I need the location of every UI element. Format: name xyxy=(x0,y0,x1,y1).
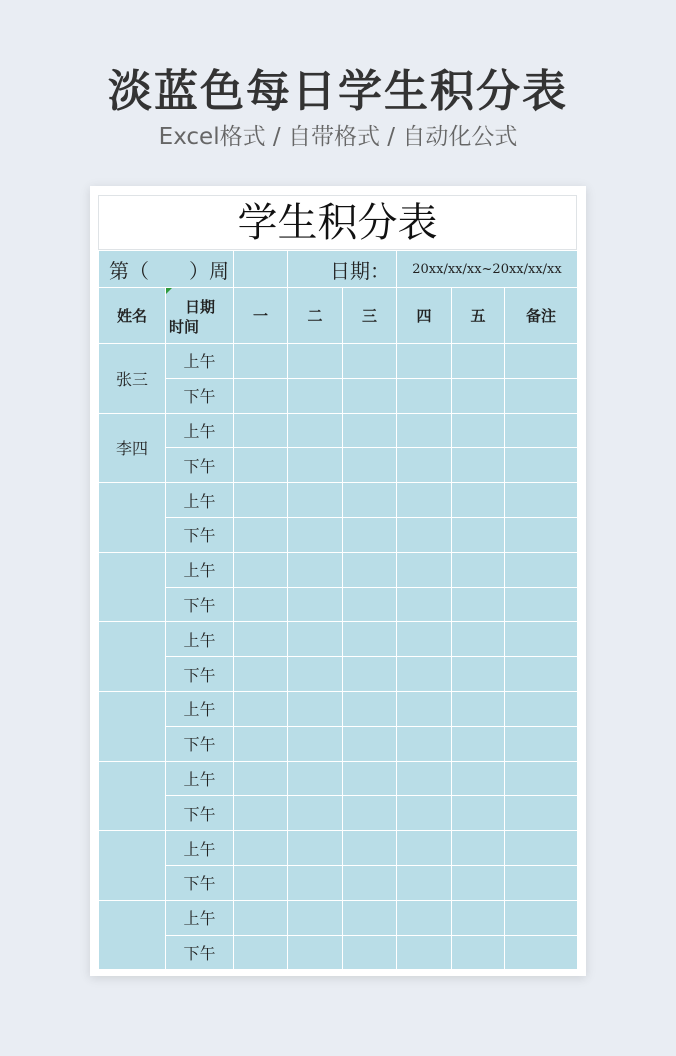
student-name-cell[interactable] xyxy=(99,483,166,553)
student-name-cell[interactable] xyxy=(99,691,166,761)
period-cell: 上午 xyxy=(166,413,234,448)
score-cell[interactable] xyxy=(452,761,505,796)
table-row xyxy=(99,448,578,483)
score-cell[interactable] xyxy=(397,831,452,866)
score-cell[interactable] xyxy=(288,935,343,970)
remark-cell[interactable] xyxy=(505,761,578,796)
remark-cell[interactable] xyxy=(505,657,578,692)
student-name-cell[interactable] xyxy=(99,831,166,901)
score-cell[interactable] xyxy=(397,900,452,935)
table-row xyxy=(99,726,578,761)
score-cell[interactable] xyxy=(234,448,288,483)
score-cell[interactable] xyxy=(397,622,452,657)
header-date-label: 日期 xyxy=(184,298,215,316)
score-cell[interactable] xyxy=(397,761,452,796)
score-cell[interactable] xyxy=(343,831,397,866)
table-row xyxy=(99,413,578,448)
score-cell[interactable] xyxy=(343,935,397,970)
score-cell[interactable] xyxy=(234,900,288,935)
score-cell[interactable] xyxy=(397,413,452,448)
score-cell[interactable] xyxy=(452,865,505,900)
week-number-cell[interactable]: 第（ ）周 xyxy=(99,251,234,288)
score-cell[interactable] xyxy=(343,378,397,413)
score-cell[interactable] xyxy=(234,726,288,761)
score-cell[interactable] xyxy=(343,587,397,622)
score-cell[interactable] xyxy=(288,691,343,726)
cell-comment-marker xyxy=(166,288,172,294)
score-cell[interactable] xyxy=(397,552,452,587)
score-cell[interactable] xyxy=(452,657,505,692)
student-name-cell[interactable] xyxy=(99,900,166,970)
period-cell: 下午 xyxy=(166,517,234,552)
info-row xyxy=(99,251,578,288)
header-day-thu: 四 xyxy=(397,288,452,344)
score-cell[interactable] xyxy=(288,344,343,379)
period-cell: 上午 xyxy=(166,761,234,796)
header-day-fri: 五 xyxy=(452,288,505,344)
student-name-cell[interactable] xyxy=(99,552,166,622)
score-cell[interactable] xyxy=(343,552,397,587)
score-cell[interactable] xyxy=(397,344,452,379)
score-cell[interactable] xyxy=(397,448,452,483)
table-row xyxy=(99,517,578,552)
table-row xyxy=(99,344,578,379)
score-cell[interactable] xyxy=(452,517,505,552)
remark-cell[interactable] xyxy=(505,483,578,518)
student-name-cell[interactable] xyxy=(99,761,166,831)
header-remark-cell: 备注 xyxy=(505,288,578,344)
score-cell[interactable] xyxy=(234,761,288,796)
score-cell[interactable] xyxy=(397,483,452,518)
header-row xyxy=(99,288,578,344)
header-date-time-cell xyxy=(166,288,234,344)
table-row xyxy=(99,552,578,587)
score-cell[interactable] xyxy=(452,831,505,866)
period-cell: 下午 xyxy=(166,378,234,413)
score-cell[interactable] xyxy=(452,448,505,483)
page-subtitle: Excel格式 / 自带格式 / 自动化公式 xyxy=(158,124,518,150)
score-cell[interactable] xyxy=(288,726,343,761)
score-cell[interactable] xyxy=(234,344,288,379)
remark-cell[interactable] xyxy=(505,622,578,657)
student-name-cell[interactable]: 李四 xyxy=(99,413,166,483)
period-cell: 下午 xyxy=(166,448,234,483)
score-cell[interactable] xyxy=(343,865,397,900)
score-cell[interactable] xyxy=(452,552,505,587)
score-cell[interactable] xyxy=(452,483,505,518)
score-cell[interactable] xyxy=(288,831,343,866)
score-cell[interactable] xyxy=(452,900,505,935)
period-cell: 上午 xyxy=(166,900,234,935)
score-cell[interactable] xyxy=(288,761,343,796)
period-cell: 下午 xyxy=(166,865,234,900)
score-cell[interactable] xyxy=(343,413,397,448)
score-cell[interactable] xyxy=(452,413,505,448)
remark-cell[interactable] xyxy=(505,517,578,552)
header-day-wed: 三 xyxy=(343,288,397,344)
remark-cell[interactable] xyxy=(505,448,578,483)
score-cell[interactable] xyxy=(343,448,397,483)
score-cell[interactable] xyxy=(234,587,288,622)
table-row xyxy=(99,935,578,970)
score-cell[interactable] xyxy=(288,448,343,483)
period-cell: 上午 xyxy=(166,344,234,379)
period-cell: 下午 xyxy=(166,796,234,831)
score-cell[interactable] xyxy=(234,796,288,831)
score-cell[interactable] xyxy=(343,657,397,692)
table-row xyxy=(99,865,578,900)
score-cell[interactable] xyxy=(288,622,343,657)
score-cell[interactable] xyxy=(452,622,505,657)
table-row xyxy=(99,378,578,413)
period-cell: 上午 xyxy=(166,622,234,657)
score-cell[interactable] xyxy=(234,552,288,587)
remark-cell[interactable] xyxy=(505,587,578,622)
score-cell[interactable] xyxy=(288,517,343,552)
student-name-cell[interactable] xyxy=(99,622,166,692)
score-cell[interactable] xyxy=(343,622,397,657)
period-cell: 上午 xyxy=(166,483,234,518)
score-sheet xyxy=(90,186,586,976)
remark-cell[interactable] xyxy=(505,552,578,587)
remark-cell[interactable] xyxy=(505,796,578,831)
header-name-cell: 姓名 xyxy=(99,288,166,344)
table-row xyxy=(99,483,578,518)
score-cell[interactable] xyxy=(343,726,397,761)
score-cell[interactable] xyxy=(397,378,452,413)
score-cell[interactable] xyxy=(234,622,288,657)
score-cell[interactable] xyxy=(343,691,397,726)
score-cell[interactable] xyxy=(452,378,505,413)
score-cell[interactable] xyxy=(452,726,505,761)
score-cell[interactable] xyxy=(234,691,288,726)
score-table xyxy=(98,250,578,970)
table-row xyxy=(99,831,578,866)
score-cell[interactable] xyxy=(397,796,452,831)
score-cell[interactable] xyxy=(343,517,397,552)
period-cell: 下午 xyxy=(166,726,234,761)
remark-cell[interactable] xyxy=(505,726,578,761)
score-cell[interactable] xyxy=(234,935,288,970)
remark-cell[interactable] xyxy=(505,344,578,379)
period-cell: 上午 xyxy=(166,552,234,587)
table-row xyxy=(99,691,578,726)
score-cell[interactable] xyxy=(234,378,288,413)
score-cell[interactable] xyxy=(234,413,288,448)
score-cell[interactable] xyxy=(288,413,343,448)
info-blank-cell[interactable] xyxy=(234,251,288,288)
remark-cell[interactable] xyxy=(505,378,578,413)
remark-cell[interactable] xyxy=(505,691,578,726)
table-row xyxy=(99,622,578,657)
score-cell[interactable] xyxy=(234,657,288,692)
date-label-cell: 日期： xyxy=(288,251,397,288)
page-title: 淡蓝色每日学生积分表 xyxy=(108,66,568,117)
score-cell[interactable] xyxy=(234,483,288,518)
score-cell[interactable] xyxy=(288,587,343,622)
remark-cell[interactable] xyxy=(505,865,578,900)
score-cell[interactable] xyxy=(452,587,505,622)
table-row xyxy=(99,796,578,831)
remark-cell[interactable] xyxy=(505,935,578,970)
remark-cell[interactable] xyxy=(505,413,578,448)
score-cell[interactable] xyxy=(288,900,343,935)
table-row xyxy=(99,900,578,935)
score-cell[interactable] xyxy=(452,796,505,831)
score-cell[interactable] xyxy=(288,865,343,900)
sheet-title: 学生积分表 xyxy=(98,195,577,250)
header-day-mon: 一 xyxy=(234,288,288,344)
score-cell[interactable] xyxy=(397,935,452,970)
period-cell: 下午 xyxy=(166,935,234,970)
period-cell: 上午 xyxy=(166,691,234,726)
table-row xyxy=(99,587,578,622)
score-cell[interactable] xyxy=(288,552,343,587)
score-cell[interactable] xyxy=(343,796,397,831)
period-cell: 上午 xyxy=(166,831,234,866)
score-cell[interactable] xyxy=(343,900,397,935)
score-cell[interactable] xyxy=(397,691,452,726)
score-cell[interactable] xyxy=(288,796,343,831)
header-day-tue: 二 xyxy=(288,288,343,344)
score-cell[interactable] xyxy=(343,761,397,796)
score-cell[interactable] xyxy=(452,344,505,379)
score-cell[interactable] xyxy=(288,483,343,518)
header-time-label: 时间 xyxy=(169,318,200,336)
score-cell[interactable] xyxy=(397,865,452,900)
score-cell[interactable] xyxy=(234,831,288,866)
score-cell[interactable] xyxy=(234,517,288,552)
date-range-cell[interactable]: 20xx/xx/xx~20xx/xx/xx xyxy=(397,251,578,288)
score-cell[interactable] xyxy=(343,483,397,518)
score-cell[interactable] xyxy=(452,935,505,970)
score-cell[interactable] xyxy=(397,587,452,622)
table-row xyxy=(99,761,578,796)
period-cell: 下午 xyxy=(166,657,234,692)
score-cell[interactable] xyxy=(343,344,397,379)
score-cell[interactable] xyxy=(234,865,288,900)
score-cell[interactable] xyxy=(452,691,505,726)
score-cell[interactable] xyxy=(288,657,343,692)
score-cell[interactable] xyxy=(397,657,452,692)
period-cell: 下午 xyxy=(166,587,234,622)
remark-cell[interactable] xyxy=(505,831,578,866)
score-cell[interactable] xyxy=(397,726,452,761)
student-name-cell[interactable]: 张三 xyxy=(99,344,166,414)
score-cell[interactable] xyxy=(288,378,343,413)
remark-cell[interactable] xyxy=(505,900,578,935)
table-row xyxy=(99,657,578,692)
score-cell[interactable] xyxy=(397,517,452,552)
